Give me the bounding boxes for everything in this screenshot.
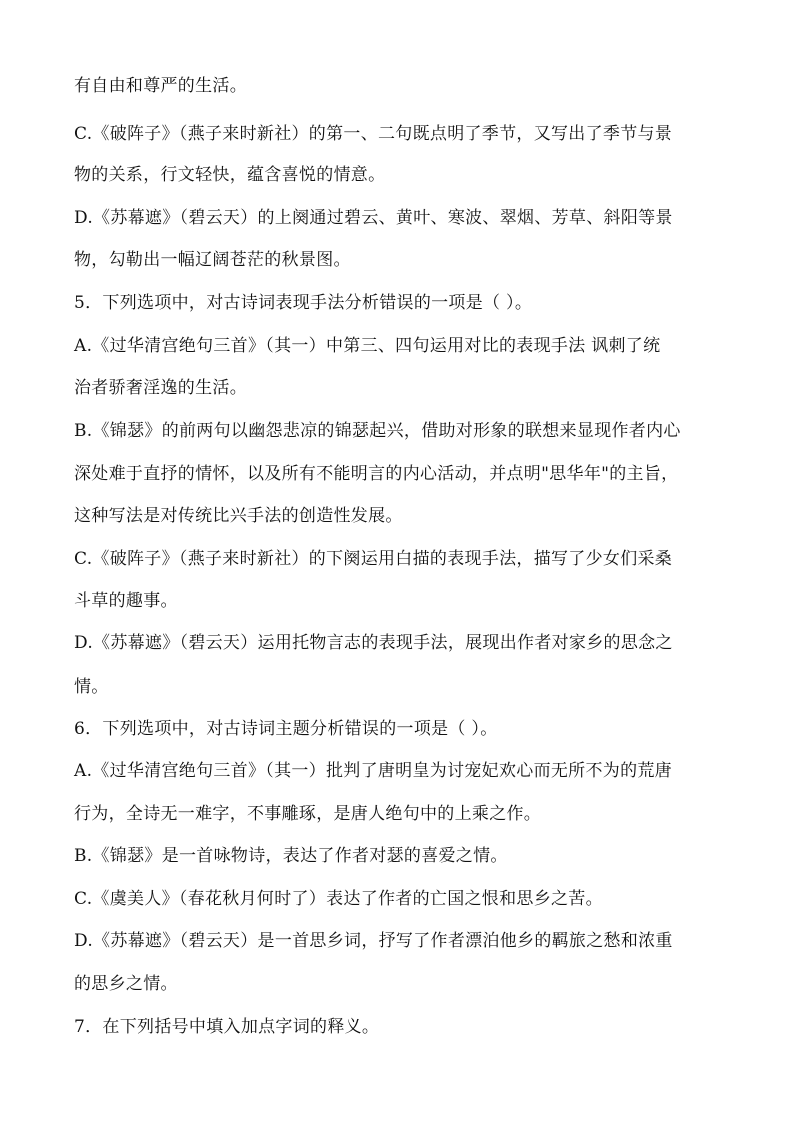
q5-option-d-line-1: D.《苏幕遮》（碧云天）运用托物言志的表现手法，展现出作者对家乡的思念之: [74, 633, 673, 653]
q6-option-a-line-1: A.《过华清宫绝句三首》（其一）批判了唐明皇为讨宠妃欢心而无所不为的荒唐: [74, 761, 672, 781]
q6-option-b: B.《锦瑟》是一首咏物诗，表达了作者对瑟的喜爱之情。: [74, 846, 508, 866]
q6-option-a-line-2: 行为，全诗无一难字，不事雕琢，是唐人绝句中的上乘之作。: [74, 804, 542, 824]
q5-option-c-line-2: 斗草的趣事。: [74, 591, 178, 611]
q5-option-a-line-1: A.《过华清宫绝句三首》（其一）中第三、四句运用对比的表现手法 讽刺了统: [74, 336, 661, 356]
q6-option-c: C.《虞美人》（春花秋月何时了）表达了作者的亡国之恨和思乡之苦。: [74, 889, 603, 909]
q5-option-d-line-2: 情。: [74, 677, 109, 697]
option-d-line-1: D.《苏幕遮》（碧云天）的上阕通过碧云、黄叶、寒波、翠烟、芳草、斜阳等景: [74, 208, 673, 228]
q5-option-a-line-2: 治者骄奢淫逸的生活。: [74, 378, 247, 398]
q6-option-d-line-2: 的思乡之情。: [74, 974, 178, 994]
q6-option-d-line-1: D.《苏幕遮》（碧云天）是一首思乡词，抒写了作者漂泊他乡的羁旅之愁和浓重: [74, 931, 673, 951]
q5-option-b-line-2: 深处难于直抒的情怀，以及所有不能明言的内心活动，并点明"思华年"的主旨，: [74, 464, 679, 484]
q5-option-c-line-1: C.《破阵子》（燕子来时新社）的下阕运用白描的表现手法，描写了少女们采桑: [74, 549, 673, 569]
q5-option-b-line-1: B.《锦瑟》的前两句以幽怨悲凉的锦瑟起兴，借助对形象的联想来显现作者内心: [74, 421, 681, 441]
option-c-line-1: C.《破阵子》（燕子来时新社）的第一、二句既点明了季节，又写出了季节与景: [74, 124, 673, 144]
option-d-line-2: 物，勾勒出一幅辽阔苍茫的秋景图。: [74, 250, 351, 270]
question-5: 5．下列选项中，对古诗词表现手法分析错误的一项是（ ）。: [74, 293, 533, 313]
text-line-continuation: 有自由和尊严的生活。: [74, 76, 247, 96]
q5-option-b-line-3: 这种写法是对传统比兴手法的创造性发展。: [74, 506, 403, 526]
question-6: 6．下列选项中，对古诗词主题分析错误的一项是（ ）。: [74, 719, 498, 739]
question-7: 7．在下列括号中填入加点字词的释义。: [74, 1017, 380, 1037]
option-c-line-2: 物的关系，行文轻快，蕴含喜悦的情意。: [74, 165, 386, 185]
